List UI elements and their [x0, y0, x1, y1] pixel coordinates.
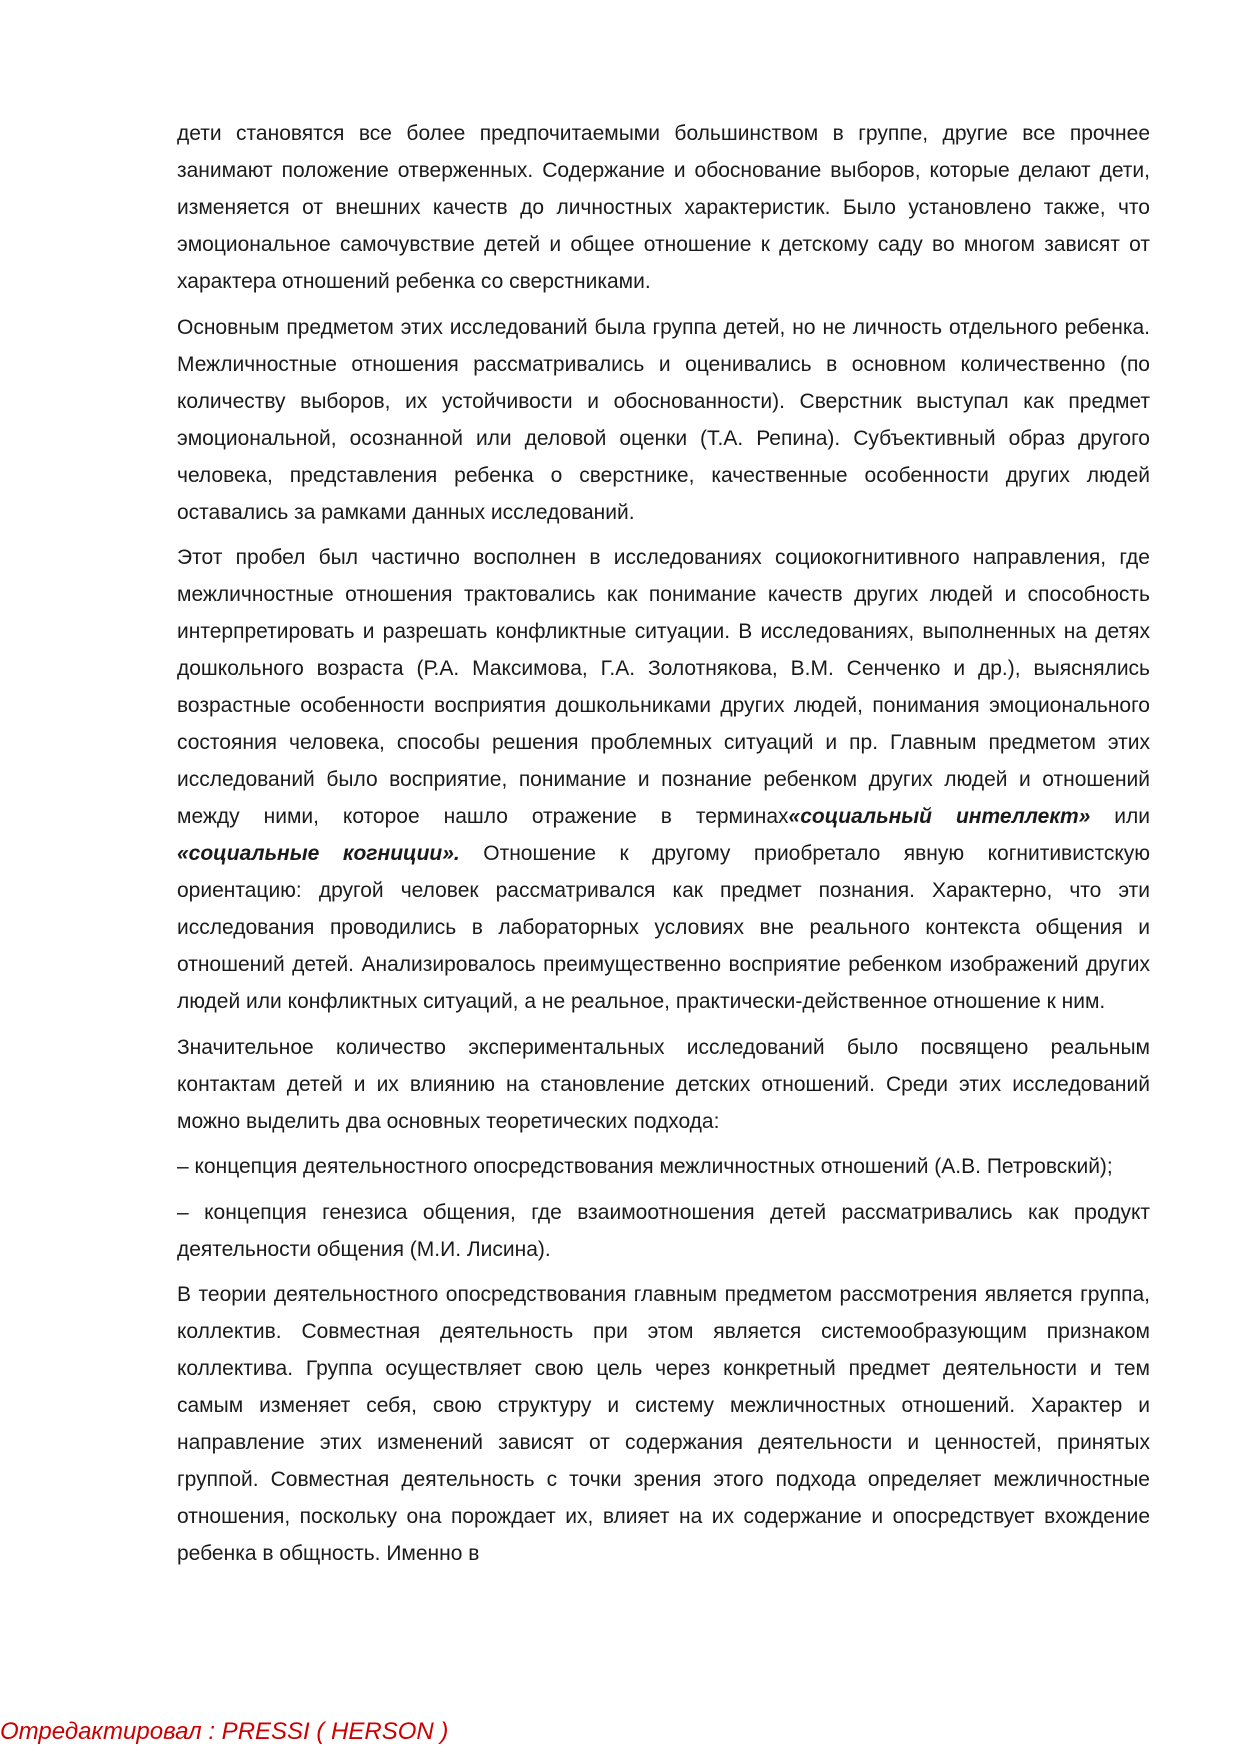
paragraph [177, 539, 1150, 1020]
paragraph-text: или [1090, 805, 1150, 828]
term-social-cognitions: «социальные когниции». [177, 842, 460, 865]
paragraph: Основным предметом этих исследований была группа детей, но не личность отдельного ребенка. Межличностные отношения рассматривались и оценивались в основном количественно (по количеству выборов, их устойчивости и обоснованности). Сверстник выступал как предмет эмоциональной, осознанной или деловой оценки (Т.А. Репина). Субъективный образ другого человека, представления ребенка о сверстнике, качественные особенности других людей оставались за рамками данных исследований. [177, 315, 1150, 524]
list-item: – концепция деятельностного опосредствования межличностных отношений (А.В. Петровский); [177, 1155, 1113, 1178]
paragraph: В теории деятельностного опосредствования главным предметом рассмотрения является группа, коллектив. Совместная деятельность при этом является системообразующим признаком коллектива. Группа осуществляет свою цель через конкретный предмет деятельности и тем самым изменяет себя, свою структуру и систему межличностных отношений. Характер и направление этих изменений зависят от содержания деятельности и ценностей, принятых группой. Совместная деятельность с точки зрения этого подхода определяет межличностные отношения, поскольку она порождает их, влияет на их содержание и опосредствует вхождение ребенка в общность. Именно в [177, 1283, 1150, 1565]
document-body [177, 115, 1150, 1581]
term-social-intellect: «социальный интеллект» [788, 805, 1091, 828]
editor-credit-footer: Отредактировал : PRESSI ( HERSON ) [0, 1718, 449, 1745]
paragraph: дети становятся все более предпочитаемыми большинством в группе, другие все прочнее занимают положение отверженных. Содержание и обоснование выборов, которые делают дети, изменяется от внешних качеств до личностных характеристик. Было установлено также, что эмоциональное самочувствие детей и общее отношение к детскому саду во многом зависят от характера отношений ребенка со сверстниками. [177, 122, 1150, 293]
paragraph: Значительное количество экспериментальных исследований было посвящено реальным контактам детей и их влиянию на становление детских отношений. Среди этих исследований можно выделить два основных теоретических подхода: [177, 1035, 1150, 1133]
list-item: – концепция генезиса общения, где взаимоотношения детей рассматривались как продукт деятельности общения (М.И. Лисина). [177, 1200, 1150, 1261]
paragraph-text: Отношение к другому приобретало явную когнитивистскую ориентацию: другой человек рассматривался как предмет познания. Характерно, что эти исследования проводились в лабораторных условиях вне реального контекста общения и отношений детей. Анализировалось преимущественно восприятие ребенком изображений других людей или конфликтных ситуаций, а не реальное, практически-действенное отношение к ним. [177, 842, 1151, 1013]
paragraph-text: Этот пробел был частично восполнен в исследованиях социокогнитивного направления, где межличностные отношения трактовались как понимание качеств других людей и способность интерпретировать и разрешать конфликтные ситуации. В исследованиях, выполненных на детях дошкольного возраста (Р.А. Максимова, Г.А. Золотнякова, В.М. Сенченко и др.), выяснялись возрастные особенности восприятия дошкольниками других людей, понимания эмоционального состояния человека, способы решения проблемных ситуаций и пр. Главным предметом этих исследований было восприятие, понимание и познание ребенком других людей и отношений между ними, которое нашло отражение в терминах [177, 546, 1150, 828]
